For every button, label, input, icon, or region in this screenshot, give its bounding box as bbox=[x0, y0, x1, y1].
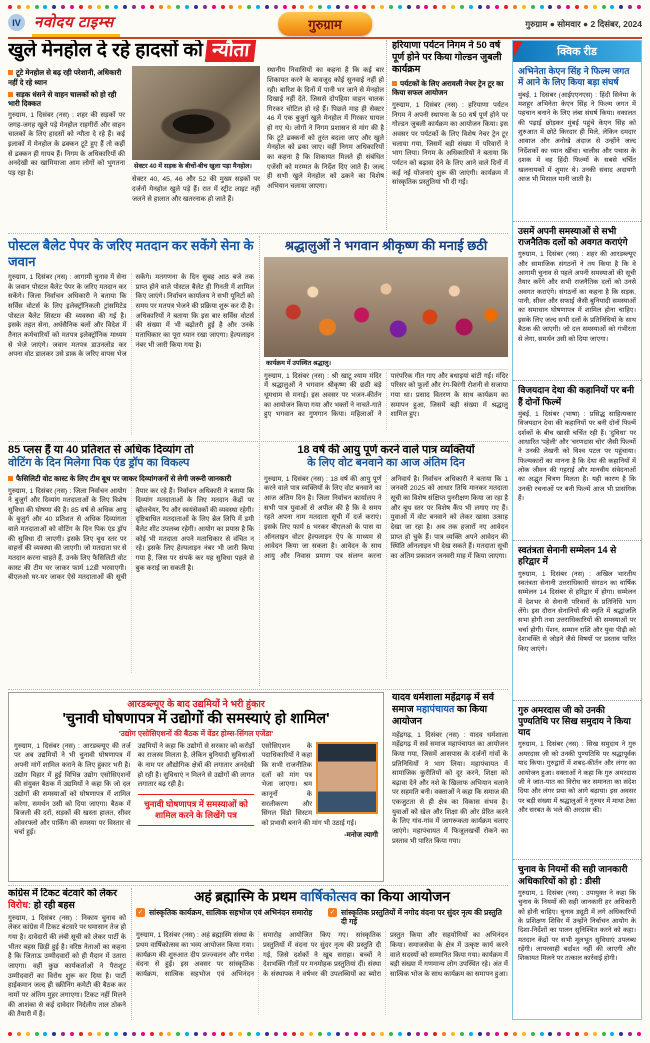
decorative-dot bbox=[380, 5, 384, 9]
check-bullet bbox=[328, 908, 508, 928]
decorative-dot bbox=[407, 5, 411, 9]
decorative-dot bbox=[43, 5, 47, 9]
rail-item-headline: विजयदान देथा की कहानियों पर बनी हैं दोनों फिल्में bbox=[518, 385, 635, 407]
decorative-dot bbox=[628, 5, 632, 9]
decorative-dot bbox=[424, 1032, 428, 1036]
decorative-dot bbox=[203, 5, 207, 9]
decorative-dot bbox=[300, 5, 304, 9]
decorative-dot bbox=[336, 1032, 340, 1036]
decorative-dot bbox=[442, 5, 446, 9]
decorative-dot bbox=[88, 5, 92, 9]
decorative-dot bbox=[309, 1032, 313, 1036]
decorative-dot bbox=[283, 1032, 287, 1036]
decorative-dot bbox=[300, 1032, 304, 1036]
decorative-dot bbox=[531, 1032, 535, 1036]
decorative-dot bbox=[88, 1032, 92, 1036]
decorative-dot bbox=[575, 5, 579, 9]
rail-item-headline: उसमें अपनी समस्याओं से सभी राजनैतिक दलों को अवगत कराएंगे bbox=[518, 225, 628, 247]
decorative-dots-top bbox=[8, 4, 642, 9]
decorative-dot bbox=[141, 5, 145, 9]
page-number-badge: IV bbox=[8, 14, 25, 31]
decorative-dot bbox=[433, 5, 437, 9]
decorative-dot bbox=[416, 5, 420, 9]
decorative-dot bbox=[61, 1032, 65, 1036]
decorative-dot bbox=[283, 5, 287, 9]
article-body: गुरुग्राम, 1 दिसंबर (नस) : निकाय चुनाव को लेकर कांग्रेस में टिकट बंटवारे पर घमासान तेज हो गया है। दावेदारों की लंबी सूची को लेकर पार्टी के भीतर बहस छिड़ी हुई है। वरिष्ठ नेताओं का कहना है कि जिताऊ उम्मीदवारों को ही मैदान में उतारा जाएगा। वहीं कुछ कार्यकर्ताओं ने पैराशूट उम्मीदवारों का विरोध शुरू कर दिया है। पार्टी हाईकमान जल्द ही स्क्रीनिंग कमेटी की बैठक कर नामों पर अंतिम मुहर लगाएगा। टिकट नहीं मिलने की आशंका से कई दावेदार निर्दलीय ताल ठोकने की तैयारी में हैं। bbox=[8, 914, 126, 1019]
article-udyami-subhead: 'उद्योग एसोसिएशनों की बैठक में वेंडर होम्स-सिंगल एजेंडा' bbox=[118, 728, 274, 738]
decorative-dot bbox=[123, 1032, 127, 1036]
decorative-dot bbox=[619, 1032, 623, 1036]
column-2 bbox=[138, 742, 255, 870]
decorative-dot bbox=[61, 5, 65, 9]
headline-highlight: न्यौता bbox=[205, 40, 257, 62]
divider bbox=[386, 40, 387, 230]
headline-text: का किया आयोजन bbox=[356, 889, 450, 904]
decorative-dot bbox=[52, 5, 56, 9]
decorative-dot bbox=[486, 1032, 490, 1036]
article-ahm-highlights bbox=[136, 907, 508, 929]
decorative-dot bbox=[469, 1032, 473, 1036]
headline-text: 85 प्लस हैं या 40 प्रतिशत से अधिक दिव्यांग तो bbox=[8, 444, 194, 456]
decorative-dot bbox=[167, 1032, 171, 1036]
article-body: गुरुग्राम, 1 दिसंबर (नस) : श्री खाटू श्याम मंदिर में श्रद्धालुओं ने भगवान श्रीकृष्ण की छठी बड़े धूमधाम से मनाई। इस अवसर पर भजन-कीर्तन का आयोजन किया गया और भक्तों ने नाचते-गाते हुए भगवान का गुणगान किया। महिलाओं ने पारंपरिक गीत गाए और बधाइयां बांटी गईं। मंदिर परिसर को फूलों और रंग-बिरंगी रोशनी से सजाया गया था। प्रसाद वितरण के साथ कार्यक्रम का समापन हुआ, जिसमें बड़ी संख्या में श्रद्धालु शामिल हुए। bbox=[264, 372, 508, 419]
decorative-dot bbox=[203, 1032, 207, 1036]
decorative-dot bbox=[513, 1032, 517, 1036]
decorative-dot bbox=[292, 1032, 296, 1036]
article-postal bbox=[8, 238, 254, 438]
divider bbox=[8, 689, 508, 690]
decorative-dot bbox=[70, 5, 74, 9]
decorative-dot bbox=[371, 1032, 375, 1036]
decorative-dot bbox=[238, 1032, 242, 1036]
divider bbox=[8, 441, 508, 442]
decorative-dot bbox=[238, 5, 242, 9]
decorative-dot bbox=[602, 5, 606, 9]
decorative-dot bbox=[540, 5, 544, 9]
story-bullet: पर्यटकों के लिए अरावली नेचर ट्रेन टूर का किया सफल आयोजन bbox=[392, 79, 508, 98]
decorative-dot bbox=[389, 1032, 393, 1036]
decorative-dot bbox=[265, 5, 269, 9]
story-bullet: सड़क धंसने से वाहन चालकों को हो रही भारी दिक्कत bbox=[8, 90, 125, 109]
divider bbox=[8, 885, 508, 886]
article-plus85-headline bbox=[8, 444, 254, 471]
pull-quote: चुनावी घोषणापत्र में समस्याओं को शामिल करने के लिखेंगे पत्र bbox=[138, 794, 255, 826]
column-1 bbox=[8, 66, 125, 224]
rail-item bbox=[513, 62, 641, 222]
headline-text-blue: के लिए वोट बनवाने का आज अंतिम दिन bbox=[307, 457, 465, 470]
decorative-dot bbox=[593, 5, 597, 9]
crowd-photo bbox=[264, 257, 508, 357]
rail-item-body: मुंबई, 1 दिसंबर (भाषा) : प्रसिद्ध साहित्यकार विजयदान देथा की कहानियों पर बनी दोनों फिल्में दर्शकों के बीच खासी चर्चित रही हैं। 'दुविधा' पर आधारित 'पहेली' और 'चरणदास चोर' जैसी फिल्मों ने उनकी लेखनी को विश्व पटल पर पहुंचाया। फिल्मकारों का मानना है कि देथा की कहानियों में लोक जीवन की गहराई और मानवीय संवेदनाओं का अद्भुत चित्रण मिलता है। यही कारण है कि उनकी रचनाओं पर बनी फिल्में आज भी प्रासंगिक हैं। bbox=[518, 410, 636, 503]
headline-text: 18 वर्ष की आयु पूर्ण करने वाले पात्र व्यक्तियों bbox=[297, 444, 475, 456]
rail-item-headline: गुरु अमरदास जी को उनकी पुण्यतिथि पर सिख समुदाय ने किया याद bbox=[518, 704, 631, 738]
decorative-dots-bottom bbox=[8, 1031, 642, 1036]
masthead-rule bbox=[8, 37, 642, 39]
decorative-dot bbox=[292, 5, 296, 9]
article-body: गुरुग्राम, 1 दिसंबर (नस) : जिला निर्वाचन आयोग ने बुजुर्ग और दिव्यांग मतदाताओं के लिए विशेष सुविधा की घोषणा की है। 85 वर्ष से अधिक आयु के बुजुर्ग और 40 प्रतिशत से अधिक दिव्यांगता वाले मतदाताओं को वोटिंग के दिन पिक एंड ड्रॉप की सुविधा दी जाएगी। इसके लिए बूथ स्तर पर वाहनों की व्यवस्था की जाएगी। जो मतदाता घर से मतदान करना चाहते हैं, उनके लिए फैसिलिटी वोट कास्ट की टीम घर जाकर फार्म 12डी भरवाएगी। बीएलओ घर-घर जाकर ऐसे मतदाताओं की सूची तैयार कर रहे हैं। निर्वाचन अधिकारी ने बताया कि दिव्यांग मतदाताओं के लिए मतदान केंद्रों पर व्हीलचेयर, रैंप और स्वयंसेवकों की व्यवस्था रहेगी। दृष्टिबाधित मतदाताओं के लिए ब्रेल लिपि में डमी बैलेट शीट उपलब्ध रहेगी। आयोग का प्रयास है कि कोई भी मतदाता अपने मताधिकार से वंचित न रहे। इसके लिए हेल्पलाइन नंबर भी जारी किया गया है, जिस पर संपर्क कर यह सुविधा पहले से बुक कराई जा सकती है। bbox=[8, 487, 254, 582]
decorative-dot bbox=[557, 5, 561, 9]
decorative-dot bbox=[566, 1032, 570, 1036]
article-body: उद्यमियों ने कहा कि उद्योगों से सरकार को करोड़ों का राजस्व मिलता है, लेकिन बुनियादी सुविधाओं के नाम पर औद्योगिक क्षेत्रों की लगातार अनदेखी हो रही है। सुविधाएं न मिलने से उद्योगों की लागत लगातार बढ़ रही है। bbox=[137, 742, 255, 789]
decorative-dot bbox=[123, 5, 127, 9]
decorative-dot bbox=[35, 5, 39, 9]
rail-item bbox=[513, 381, 641, 541]
column-1 bbox=[14, 742, 131, 870]
edition-banner: गुरुग्राम bbox=[278, 12, 372, 36]
article-body: गुरुग्राम, 1 दिसंबर (नस) : हरियाणा पर्यटन निगम ने अपनी स्थापना के 50 वर्ष पूर्ण होने पर गोल्डन जुबली कार्यक्रम का आयोजन किया। इस अवसर पर पर्यटकों के लिए विशेष नेचर ट्रेन टूर चलाया गया, जिसमें बड़ी संख्या में परिवारों ने भाग लिया। निगम के अधिकारियों ने बताया कि पर्यटन को बढ़ावा देने के लिए आने वाले दिनों में कई नई योजनाएं शुरू की जाएंगी। कार्यक्रम में सांस्कृतिक प्रस्तुतियां भी दी गईं। bbox=[392, 102, 508, 187]
headline-text-blue: वोटिंग के दिन मिलेगा पिक एंड ड्रॉप का विकल्प bbox=[8, 457, 190, 470]
byline: -मनोज त्यागी bbox=[344, 830, 379, 840]
decorative-dot bbox=[478, 1032, 482, 1036]
headline-text: खुले मेनहोल दे रहे हादसों को bbox=[8, 40, 203, 61]
decorative-dot bbox=[167, 5, 171, 9]
headline-text-blue: वार्षिकोत्सव bbox=[300, 889, 357, 904]
decorative-dot bbox=[469, 5, 473, 9]
decorative-dot bbox=[460, 5, 464, 9]
article-manhole-headline bbox=[8, 40, 384, 62]
decorative-dot bbox=[637, 5, 641, 9]
article-udyami-kicker: आरडब्ल्यूए के बाद उद्यमियों ने भरी हुंकार bbox=[127, 699, 265, 710]
article-tourism-headline: हरियाणा पर्यटन निगम ने 50 वर्ष पूर्ण होने पर किया गोल्डन जुबली कार्यक्रम bbox=[392, 40, 502, 75]
story-bullet: फैसिलिटी वोट कास्ट के लिए टीम बूथ पर जाकर दिव्यांगजनों से लेगी जरूरी जानकारी bbox=[8, 474, 254, 484]
decorative-dot bbox=[221, 5, 225, 9]
article-body: गुरुग्राम, 1 दिसंबर (नस) : शहर की सड़कों पर जगह-जगह खुले पड़े मेनहोल राहगीरों और वाहन चालकों के लिए हादसों को न्यौता दे रहे हैं। कई इलाकों में मेनहोल के ढक्कन टूटे हुए हैं तो कहीं से ढक्कन ही गायब हैं। निगम के अधिकारियों की अनदेखी का खामियाजा आम लोगों को भुगतना पड़ रहा है। bbox=[8, 112, 125, 177]
article-ahm-headline bbox=[136, 889, 508, 905]
decorative-dot bbox=[584, 1032, 588, 1036]
headline-text: कांग्रेस में टिकट बंटवारे को लेकर bbox=[8, 888, 117, 899]
decorative-dot bbox=[380, 1032, 384, 1036]
rail-item-body: मुंबई, 1 दिसंबर (आईएएनएस) : हिंदी सिनेमा के मशहूर अभिनेता केएन सिंह ने फिल्म जगत में पहचान बनाने के लिए लंबा संघर्ष किया। वकालत की पढ़ाई छोड़कर मुंबई पहुंचे केएन सिंह को शुरुआत में छोटे किरदार ही मिले, लेकिन दमदार आवाज और अनोखे अंदाज से उन्होंने जल्द निर्देशकों का ध्यान खींचा। चालीस और पचास के दशक में वह हिंदी फिल्मों के सबसे चर्चित खलनायकों में शुमार थे। उनकी संवाद अदायगी आज भी मिसाल मानी जाती है। bbox=[518, 91, 636, 183]
decorative-dot bbox=[176, 1032, 180, 1036]
decorative-dot bbox=[398, 1032, 402, 1036]
decorative-dot bbox=[584, 5, 588, 9]
decorative-dot bbox=[8, 1032, 12, 1036]
decorative-dot bbox=[70, 1032, 74, 1036]
check-bullet-text: सांस्कृतिक कार्यक्रम, सात्विक सहभोज एवं अभिनंदन समारोह bbox=[149, 907, 313, 917]
article-body: महेंद्रगढ़, 1 दिसंबर (नस) : यादव धर्मशाला महेंद्रगढ़ में सर्व समाज महापंचायत का आयोजन किया गया, जिसमें आसपास के दर्जनों गांवों के प्रतिनिधियों ने भाग लिया। महापंचायत में सामाजिक कुरीतियों को दूर करने, शिक्षा को बढ़ावा देने और नशे के खिलाफ अभियान चलाने पर सहमति बनी। वक्ताओं ने कहा कि समाज की एकजुटता से ही क्षेत्र का विकास संभव है। युवाओं को खेल और शिक्षा की ओर प्रेरित करने के लिए गांव-गांव में जागरूकता कार्यक्रम चलाए जाएंगे। महापंचायत में फिजूलखर्ची रोकने का प्रस्ताव भी पारित किया गया। bbox=[392, 731, 508, 845]
decorative-dot bbox=[389, 5, 393, 9]
decorative-dot bbox=[610, 1032, 614, 1036]
article-yadav bbox=[392, 692, 508, 882]
decorative-dot bbox=[513, 5, 517, 9]
rail-item-body: गुरुग्राम, 1 दिसंबर (नस) : सिख समुदाय ने गुरु अमरदास जी को उनकी पुण्यतिथि पर श्रद्धापूर्वक याद किया। गुरुद्वारों में शबद-कीर्तन और लंगर का आयोजन हुआ। वक्ताओं ने कहा कि गुरु अमरदास जी ने जात-पात का विरोध कर समानता का संदेश दिया और लंगर प्रथा को आगे बढ़ाया। इस अवसर पर बड़ी संख्या में श्रद्धालुओं ने गुरुघर में माथा टेका और सरबत के भले की अरदास की। bbox=[518, 741, 636, 815]
decorative-dot bbox=[531, 5, 535, 9]
article-manhole-columns bbox=[8, 66, 384, 224]
decorative-dot bbox=[398, 5, 402, 9]
masthead-dateline: गुरुग्राम ● सोमवार ● 2 दिसंबर, 2024 bbox=[525, 19, 642, 29]
decorative-dot bbox=[557, 1032, 561, 1036]
decorative-dot bbox=[593, 1032, 597, 1036]
decorative-dot bbox=[371, 5, 375, 9]
article-body: गुरुग्राम, 1 दिसंबर (नस) : 18 वर्ष की आयु पूर्ण करने वाले पात्र व्यक्तियों के लिए वोट बनवाने का आज अंतिम दिन है। जिला निर्वाचन कार्यालय ने सभी पात्र युवाओं से अपील की है कि वे समय रहते अपना नाम मतदाता सूची में दर्ज कराएं। इसके लिए फार्म 6 भरकर बीएलओ के पास या ऑनलाइन वोटर हेल्पलाइन ऐप के माध्यम से आवेदन किया जा सकता है। आवेदन के साथ आयु और निवास प्रमाण पत्र संलग्न करना अनिवार्य है। निर्वाचन अधिकारी ने बताया कि 1 जनवरी 2025 को आधार तिथि मानकर मतदाता सूची का विशेष संक्षिप्त पुनरीक्षण किया जा रहा है और बूथ स्तर पर विशेष कैंप भी लगाए गए हैं। युवाओं में वोट बनवाने को लेकर खासा उत्साह देखा जा रहा है। अब तक हजारों नए आवेदन प्राप्त हो चुके हैं। पात्र व्यक्ति अपने आवेदन की स्थिति ऑनलाइन भी देख सकते हैं। मतदाता सूची का अंतिम प्रकाशन जनवरी माह में किया जाएगा। bbox=[264, 475, 508, 560]
article-congress-headline bbox=[8, 888, 126, 912]
decorative-dot bbox=[194, 1032, 198, 1036]
decorative-dot bbox=[212, 1032, 216, 1036]
article-body: गुरुग्राम, 1 दिसंबर (नस) : अहं ब्रह्मास्मि संस्था के प्रथम वार्षिकोत्सव का भव्य आयोजन किया गया। कार्यक्रम की शुरुआत दीप प्रज्ज्वलन और गणेश वंदना से हुई। इस अवसर पर सांस्कृतिक कार्यक्रम, सात्विक सहभोज एवं अभिनंदन समारोह आयोजित किए गए। सांस्कृतिक प्रस्तुतियों में वंदना पर सुंदर नृत्य की प्रस्तुति दी गई, जिसे दर्शकों ने खूब सराहा। बच्चों ने देशभक्ति गीतों पर मनमोहक प्रस्तुतियां दीं। संस्था के संस्थापक ने वर्षभर की उपलब्धियों का ब्योरा प्रस्तुत किया और सहयोगियों का अभिनंदन किया। समाजसेवा के क्षेत्र में उत्कृष्ट कार्य करने वाले सदस्यों को सम्मानित किया गया। कार्यक्रम में बड़ी संख्या में गणमान्य लोग उपस्थित रहे। अंत में सात्विक भोज के साथ कार्यक्रम का समापन हुआ। bbox=[136, 932, 508, 978]
decorative-dot bbox=[105, 1032, 109, 1036]
rail-item bbox=[513, 701, 641, 861]
masthead bbox=[8, 11, 642, 35]
decorative-dot bbox=[327, 1032, 331, 1036]
decorative-dot bbox=[486, 5, 490, 9]
rail-item-body: गुरुग्राम, 1 दिसंबर (नस) : उपायुक्त ने कहा कि चुनाव के नियमों की सही जानकारी हर अधिकारी को होनी चाहिए। चुनाव ड्यूटी में लगे अधिकारियों के प्रशिक्षण शिविर में उन्होंने निर्वाचन आयोग के दिशा-निर्देशों का पालन सुनिश्चित करने को कहा। मतदान केंद्रों पर सभी मूलभूत सुविधाएं उपलब्ध रहेंगी। लापरवाही बर्दाश्त नहीं की जाएगी और शिकायत मिलने पर तत्काल कार्रवाई होगी। bbox=[518, 889, 636, 963]
article-manhole bbox=[8, 40, 384, 232]
decorative-dot bbox=[150, 1032, 154, 1036]
article-body: स्थानीय निवासियों का कहना है कि कई बार शिकायत करने के बावजूद कोई सुनवाई नहीं हो रही। बारिश के दिनों में पानी भर जाने से मेनहोल दिखाई नहीं देते, जिससे दोपहिया वाहन चालक गिरकर चोटिल हो रहे हैं। पिछले माह ही सेक्टर 46 में एक बुजुर्ग खुले मेनहोल में गिरकर घायल हो गए थे। लोगों ने निगम प्रशासन से मांग की है कि टूटे ढक्कनों को तुरंत बदला जाए और खुले मेनहोल को ढका जाए। वहीं निगम अधिकारियों का कहना है कि शिकायत मिलते ही संबंधित एजेंसी को मरम्मत के निर्देश दिए जाते हैं। जल्द ही सभी खुले मेनहोल को ढकने का विशेष अभियान चलाया जाएगा। bbox=[267, 67, 384, 190]
decorative-dot bbox=[265, 1032, 269, 1036]
decorative-dot bbox=[212, 5, 216, 9]
manhole-photo bbox=[132, 66, 260, 160]
decorative-dot bbox=[318, 5, 322, 9]
decorative-dot bbox=[141, 1032, 145, 1036]
check-icon bbox=[328, 908, 337, 917]
decorative-dot bbox=[362, 1032, 366, 1036]
decorative-dot bbox=[97, 1032, 101, 1036]
decorative-dot bbox=[105, 5, 109, 9]
decorative-dot bbox=[256, 1032, 260, 1036]
decorative-dot bbox=[247, 5, 251, 9]
decorative-dot bbox=[79, 1032, 83, 1036]
decorative-dot bbox=[336, 5, 340, 9]
check-bullet-text: सांस्कृतिक प्रस्तुतियों में नगोद वंदना पर सुंदर नृत्य की प्रस्तुति दी गई bbox=[341, 907, 502, 927]
rail-item-body: गुरुग्राम, 1 दिसंबर (नस) : शहर की आरडब्ल्यूए और सामाजिक संगठनों ने तय किया है कि वे आगामी चुनाव से पहले अपनी समस्याओं की सूची तैयार करेंगे और सभी राजनैतिक दलों को उनसे अवगत कराएंगे। संगठनों का कहना है कि सड़क, पानी, सीवर और सफाई जैसी बुनियादी समस्याओं का समाधान घोषणापत्र में शामिल होना चाहिए। इसके लिए जल्द सभी दलों के प्रतिनिधियों के साथ बैठक की जाएगी। जो दल समस्याओं को गंभीरता से लेगा, समर्थन उसी को दिया जाएगा। bbox=[518, 251, 636, 343]
decorative-dot bbox=[309, 5, 313, 9]
article-postal-headline: पोस्टल बैलेट पेपर के जरिए मतदान कर सकेंगे सेना के जवान bbox=[8, 238, 254, 269]
decorative-dot bbox=[97, 5, 101, 9]
decorative-dot bbox=[229, 5, 233, 9]
rail-item-body: गुरुग्राम, 1 दिसंबर (नस) : अखिल भारतीय स्वतंत्रता सेनानी उत्तराधिकारी संगठन का वार्षिक सम्मेलन 14 दिसंबर से हरिद्वार में होगा। सम्मेलन में देशभर से सेनानी परिवारों के प्रतिनिधि भाग लेंगे। इस दौरान सेनानियों की स्मृति में श्रद्धांजलि सभा होगी तथा उत्तराधिकारियों की समस्याओं पर चर्चा होगी। पेंशन, सम्मान राशि और युवा पीढ़ी को देशभक्ति से जोड़ने जैसे विषयों पर प्रस्ताव पारित किए जाएंगे। bbox=[518, 570, 636, 653]
decorative-dot bbox=[407, 1032, 411, 1036]
decorative-dot bbox=[575, 1032, 579, 1036]
decorative-dot bbox=[619, 5, 623, 9]
story-bullet: टूटे मेनहोल से बढ़ रही परेशानी, अधिकारी नहीं दे रहे ध्यान bbox=[8, 68, 125, 87]
decorative-dot bbox=[478, 5, 482, 9]
article-body: सेक्टर 40, 45, 46 और 52 की मुख्य सड़कों पर दर्जनों मेनहोल खुले पड़े हैं। रात में स्ट्रीट लाइट नहीं जलने से हालात और खतरनाक हो जाते हैं। bbox=[132, 176, 260, 203]
decorative-dot bbox=[548, 1032, 552, 1036]
article-vote18-headline bbox=[264, 444, 508, 471]
decorative-dot bbox=[522, 5, 526, 9]
article-udyami-columns bbox=[14, 742, 378, 870]
decorative-dot bbox=[256, 5, 260, 9]
decorative-dot bbox=[495, 1032, 499, 1036]
headline-text: अहं ब्रह्मास्मि के प्रथम bbox=[194, 889, 301, 904]
rail-item bbox=[513, 222, 641, 382]
decorative-dot bbox=[150, 5, 154, 9]
decorative-dot bbox=[327, 5, 331, 9]
decorative-dot bbox=[185, 1032, 189, 1036]
column-2 bbox=[132, 66, 260, 224]
decorative-dot bbox=[416, 1032, 420, 1036]
headline-text-blue: महापंचायत bbox=[416, 703, 455, 715]
check-bullet bbox=[136, 908, 316, 928]
decorative-dot bbox=[504, 1032, 508, 1036]
decorative-dot bbox=[185, 5, 189, 9]
article-body: एसोसिएशन के पदाधिकारियों ने कहा कि सभी राजनीतिक दलों को मांग पत्र भेजा जाएगा। श्रम कानूनों के सरलीकरण और सिंगल विंडो सिस्टम को प्रभावी बनाने की मांग भी उठाई गई। bbox=[261, 742, 357, 827]
quick-read-header: क्विक रीड bbox=[513, 41, 641, 62]
decorative-dot bbox=[26, 1032, 30, 1036]
newspaper-logo: नवोदय टाइम्स bbox=[32, 11, 120, 37]
article-yadav-headline bbox=[392, 692, 508, 728]
decorative-dot bbox=[504, 5, 508, 9]
article-chhathi-headline: श्रद्धालुओं ने भगवान श्रीकृष्ण की मनाई छठी bbox=[284, 238, 488, 253]
decorative-dot bbox=[424, 5, 428, 9]
article-plus85 bbox=[8, 444, 254, 688]
decorative-dot bbox=[362, 5, 366, 9]
decorative-dot bbox=[194, 5, 198, 9]
article-udyami bbox=[8, 692, 384, 882]
decorative-dot bbox=[221, 1032, 225, 1036]
decorative-dot bbox=[540, 1032, 544, 1036]
decorative-dot bbox=[637, 1032, 641, 1036]
article-udyami-headline: 'चुनावी घोषणापत्र में उद्योगों की समस्याएं हो शामिल' bbox=[62, 711, 330, 727]
decorative-dot bbox=[345, 5, 349, 9]
portrait-photo bbox=[316, 742, 378, 814]
decorative-dot bbox=[354, 1032, 358, 1036]
column-3 bbox=[261, 742, 378, 870]
decorative-dot bbox=[43, 1032, 47, 1036]
rail-item-headline: स्वतंत्रता सेनानी सम्मेलन 14 से हरिद्वार में bbox=[518, 545, 617, 567]
decorative-dot bbox=[159, 1032, 163, 1036]
decorative-dot bbox=[522, 1032, 526, 1036]
article-body: गुरुग्राम, 1 दिसंबर (नस) : आरडब्ल्यूए की तर्ज पर अब उद्यमियों ने भी चुनावी घोषणापत्र में अपनी मांगें शामिल कराने के लिए हुंकार भरी है। उद्योग विहार में हुई विभिन्न उद्योग एसोसिएशनों की संयुक्त बैठक में उद्यमियों ने कहा कि जो दल उद्योगों की समस्याओं को घोषणापत्र में शामिल करेगा, समर्थन उसी को दिया जाएगा। बैठक में बिजली की दरों, सड़कों की खस्ता हालत, सीवर ओवरफ्लो और पार्किंग की समस्या पर विस्तार से चर्चा हुई। bbox=[14, 742, 131, 837]
decorative-dot bbox=[17, 1032, 21, 1036]
decorative-dot bbox=[566, 5, 570, 9]
quick-read-rail bbox=[512, 40, 642, 1020]
decorative-dot bbox=[17, 5, 21, 9]
decorative-dot bbox=[602, 1032, 606, 1036]
decorative-dot bbox=[132, 1032, 136, 1036]
decorative-dot bbox=[8, 5, 12, 9]
headline-text: का किया आयोजन bbox=[392, 703, 488, 727]
rail-item-headline: चुनाव के नियमों की सही जानकारी अधिकारियों को हो : डीसी bbox=[518, 864, 628, 886]
article-vote18 bbox=[264, 444, 508, 688]
rail-item bbox=[513, 541, 641, 701]
decorative-dot bbox=[442, 1032, 446, 1036]
article-tourism bbox=[392, 40, 508, 232]
photo-caption: सेक्टर 40 में सड़क के बीचों-बीच खुला पड़ा मैनहोल। bbox=[132, 160, 260, 173]
decorative-dot bbox=[132, 5, 136, 9]
decorative-dot bbox=[79, 5, 83, 9]
decorative-dot bbox=[176, 5, 180, 9]
decorative-dot bbox=[345, 1032, 349, 1036]
decorative-dot bbox=[433, 1032, 437, 1036]
decorative-dot bbox=[548, 5, 552, 9]
divider bbox=[8, 233, 508, 234]
decorative-dot bbox=[460, 1032, 464, 1036]
decorative-dot bbox=[451, 1032, 455, 1036]
decorative-dot bbox=[247, 1032, 251, 1036]
headline-text: यादव धर्मशाला महेंद्रगढ़ में सर्व समाज bbox=[392, 692, 495, 715]
article-congress bbox=[8, 888, 126, 1020]
article-body: गुरुग्राम, 1 दिसंबर (नस) : आगामी चुनाव में सेना के जवान पोस्टल बैलेट पेपर के जरिए मतदान कर सकेंगे। जिला निर्वाचन अधिकारी ने बताया कि सर्विस वोटर्स के लिए इलेक्ट्रॉनिकली ट्रांसमिटेड पोस्टल बैलेट सिस्टम की व्यवस्था की गई है। इसके तहत सेना, अर्धसैनिक बलों और विदेश में तैनात कर्मचारियों को मतपत्र इलेक्ट्रॉनिक माध्यम से भेजे जाएंगे। जवान मतपत्र डाउनलोड कर अपना वोट डालकर उसे डाक के जरिए वापस भेज सकेंगे। मतगणना के दिन सुबह आठ बजे तक प्राप्त होने वाले पोस्टल बैलेट ही गिनती में शामिल किए जाएंगे। निर्वाचन कार्यालय ने सभी यूनिटों को समय पर मतपत्र भेजने की प्रक्रिया शुरू कर दी है। अधिकारियों ने बताया कि इस बार सर्विस वोटर्स की संख्या में भी बढ़ोतरी हुई है और उनके मताधिकार का पूरा ध्यान रखा जाएगा। हेल्पलाइन नंबर भी जारी किया गया है। bbox=[8, 274, 254, 359]
decorative-dot bbox=[628, 1032, 632, 1036]
divider bbox=[131, 888, 132, 1020]
photo-caption: कार्यक्रम में उपस्थित श्रद्धालु। bbox=[264, 357, 508, 370]
decorative-dot bbox=[451, 5, 455, 9]
rail-item bbox=[513, 860, 641, 1019]
check-icon bbox=[136, 908, 145, 917]
article-ahm bbox=[136, 888, 508, 1020]
decorative-dot bbox=[229, 1032, 233, 1036]
decorative-dot bbox=[495, 5, 499, 9]
decorative-dot bbox=[318, 1032, 322, 1036]
decorative-dot bbox=[35, 1032, 39, 1036]
decorative-dot bbox=[274, 5, 278, 9]
decorative-dot bbox=[114, 5, 118, 9]
headline-text-red: विरोध: bbox=[8, 899, 32, 911]
article-chhathi bbox=[264, 238, 508, 438]
decorative-dot bbox=[52, 1032, 56, 1036]
decorative-dot bbox=[159, 5, 163, 9]
decorative-dot bbox=[354, 5, 358, 9]
decorative-dot bbox=[610, 5, 614, 9]
column-3 bbox=[267, 66, 384, 224]
decorative-dot bbox=[26, 5, 30, 9]
decorative-dot bbox=[114, 1032, 118, 1036]
divider bbox=[259, 236, 260, 686]
rail-item-headline: अभिनेता केएन सिंह ने फिल्म जगत में आने के लिए किया बड़ा संघर्ष bbox=[518, 66, 630, 88]
decorative-dot bbox=[274, 1032, 278, 1036]
headline-text: हो रही बहस bbox=[31, 899, 75, 911]
